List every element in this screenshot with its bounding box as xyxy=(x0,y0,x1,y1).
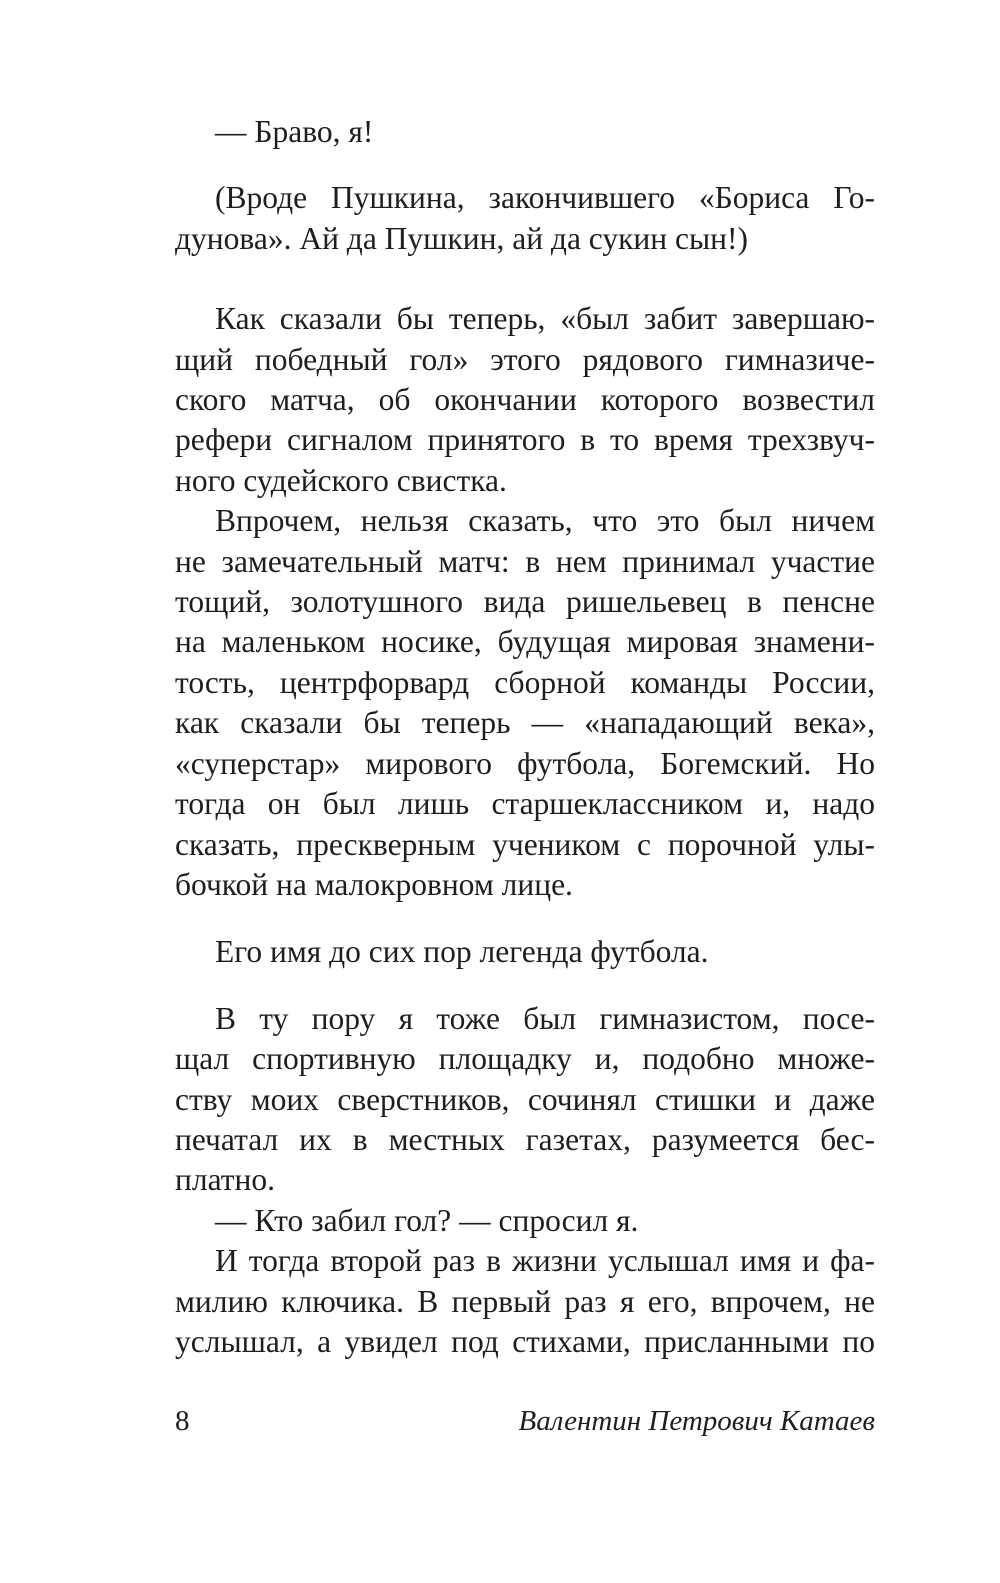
text-line: на маленьком носике, будущая мировая знамени- xyxy=(175,624,875,660)
paragraph-who-scored xyxy=(175,1201,875,1241)
page-body-text xyxy=(175,112,875,1362)
paragraph-gymnasium xyxy=(175,999,875,1201)
text-line: печатал их в местных газетах, разумеется бес- xyxy=(175,1121,875,1157)
paragraph-match-end xyxy=(175,299,875,501)
text-line: тость, центрфорвард сборной команды России, xyxy=(175,664,875,700)
text-line: услышал, а увидел под стихами, присланными по xyxy=(175,1323,875,1359)
text-line: как сказали бы теперь — «нападающий века», xyxy=(175,705,875,741)
text-line: бочкой на малокровном лице. xyxy=(175,866,573,902)
text-line: «суперстар» мирового футбола, Богемский. Но xyxy=(175,745,875,781)
page-number: 8 xyxy=(175,1405,190,1437)
text-line: дунова». Ай да Пушкин, ай да сукин сын!) xyxy=(175,220,748,256)
paragraph-pushkin xyxy=(175,178,875,259)
text-line: И тогда второй раз в жизни услышал имя и фа- xyxy=(215,1243,875,1279)
paragraph-legend xyxy=(175,932,875,972)
text-line: — Браво, я! xyxy=(215,114,374,149)
text-line: Его имя до сих пор легенда футбола. xyxy=(215,934,709,970)
text-line: не замечательный матч: в нем принимал участие xyxy=(175,543,875,579)
text-line: щий победный гол» этого рядового гимназиче- xyxy=(175,341,875,377)
text-line: — Кто забил гол? — спросил я. xyxy=(215,1202,639,1238)
text-line: тогда он был лишь старшеклассником и, надо xyxy=(175,786,875,822)
text-line: ству моих сверстников, сочинял стишки и даже xyxy=(175,1081,875,1117)
text-line: В ту пору я тоже был гимназистом, посе- xyxy=(215,1000,875,1036)
text-line: Как сказали бы теперь, «был забит завершаю- xyxy=(215,301,875,337)
paragraph-bravo xyxy=(175,112,875,152)
paragraph-bogemsky xyxy=(175,501,875,905)
paragraph-second-time xyxy=(175,1241,875,1362)
text-line: сказать, прескверным учеником с порочной улы- xyxy=(175,826,875,862)
text-line: тощий, золотушного вида ришельевец в пенсне xyxy=(175,584,875,620)
text-line: рефери сигналом принятого в то время трехзвуч- xyxy=(175,422,875,458)
text-line: милию ключика. В первый раз я его, впрочем, не xyxy=(175,1283,875,1319)
text-line: ского матча, об окончании которого возвестил xyxy=(175,382,875,418)
running-footer-author: Валентин Петрович Катаев xyxy=(518,1405,875,1437)
text-line: щал спортивную площадку и, подобно множе- xyxy=(175,1041,875,1077)
text-line: (Вроде Пушкина, закончившего «Бориса Го- xyxy=(215,180,875,216)
text-line: платно. xyxy=(175,1162,275,1198)
text-line: ного судейского свистка. xyxy=(175,462,507,498)
text-line: Впрочем, нельзя сказать, что это был ничем xyxy=(215,503,875,539)
